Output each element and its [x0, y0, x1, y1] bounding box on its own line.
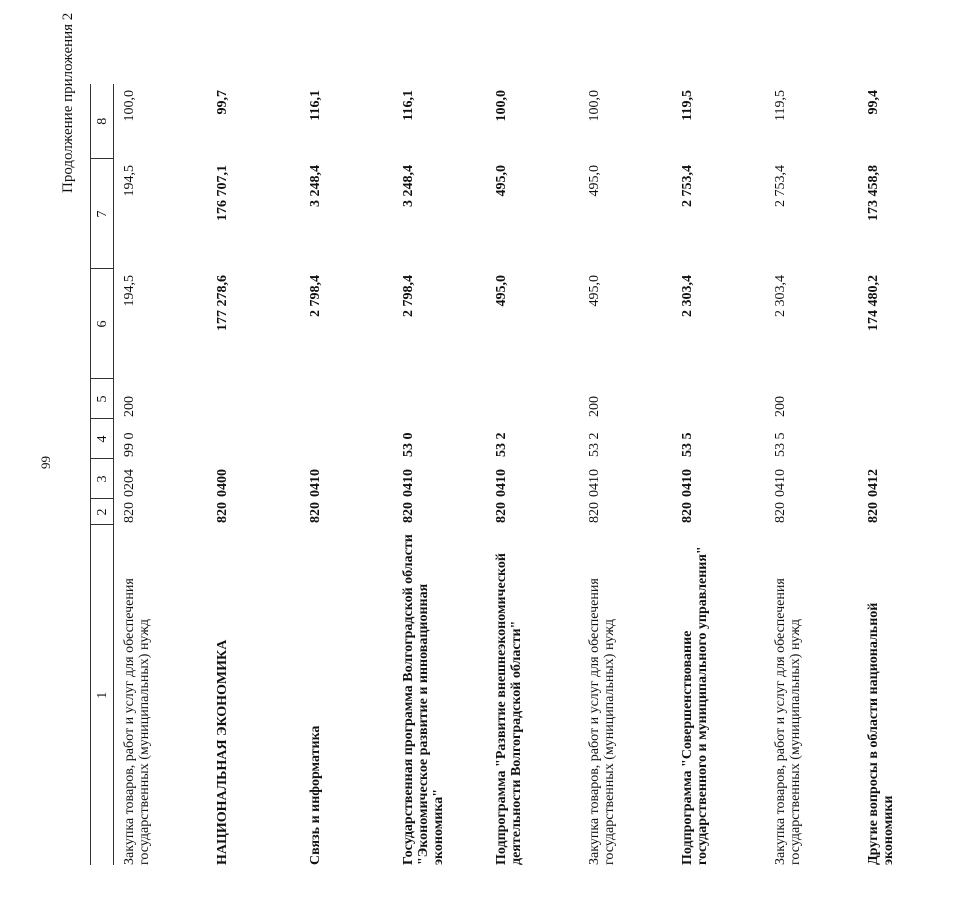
row-name: НАЦИОНАЛЬНАЯ ЭКОНОМИКА	[215, 639, 230, 865]
row-name: Закупка товаров, работ и услуг для обеспечения государственных (муниципальных) нужд	[773, 578, 803, 865]
cell-program: 53 5	[773, 432, 788, 457]
col-header-3: 3	[91, 459, 114, 499]
cell-expense-type	[207, 379, 300, 419]
cell-planned: 495,0	[494, 275, 509, 307]
cell-section: 0410	[587, 469, 602, 497]
cell-expense-type: 200	[122, 396, 137, 417]
cell-program: 53 0	[401, 432, 416, 457]
cell-expense-type	[858, 379, 961, 419]
cell-expense-type: 200	[587, 396, 602, 417]
row-name: Другие вопросы в области национальной экономики	[866, 602, 896, 865]
cell-ministry: 820	[401, 502, 416, 523]
table-row	[207, 84, 300, 865]
cell-section: 0410	[680, 469, 695, 497]
table-row	[672, 84, 765, 865]
page-number: 99	[38, 456, 53, 469]
cell-program: 53 2	[494, 432, 509, 457]
table-row	[765, 84, 858, 865]
cell-ministry: 820	[587, 502, 602, 523]
cell-actual: 176 707,1	[215, 165, 230, 221]
cell-expense-type	[393, 379, 486, 419]
cell-planned: 2 798,4	[401, 275, 416, 317]
cell-ministry: 820	[773, 502, 788, 523]
row-name: Подпрограмма "Развитие внешнеэкономической деятельности Волгоградской области"	[494, 553, 524, 865]
cell-ministry: 820	[122, 502, 137, 523]
cell-section: 0400	[215, 469, 230, 497]
cell-program	[858, 419, 961, 459]
table-row	[114, 84, 208, 865]
col-header-7: 7	[91, 159, 114, 269]
cell-section: 0410	[308, 469, 323, 497]
cell-program: 99 0	[122, 432, 137, 457]
cell-percent: 99,4	[866, 90, 881, 115]
col-header-1: 1	[91, 525, 114, 865]
header-row	[91, 84, 114, 865]
cell-planned: 174 480,2	[866, 275, 881, 331]
table-row	[486, 84, 579, 865]
appendix-table	[90, 84, 961, 865]
cell-actual: 495,0	[494, 165, 509, 197]
cell-planned: 194,5	[122, 275, 137, 307]
cell-ministry: 820	[494, 502, 509, 523]
row-name: Государственная программа Волгоградской области "Экономическое развитие и инновационная экономика"	[401, 534, 446, 865]
cell-percent: 99,7	[215, 90, 230, 115]
cell-actual: 173 458,8	[866, 165, 881, 221]
cell-section: 0412	[866, 469, 881, 497]
cell-program	[207, 419, 300, 459]
col-header-4: 4	[91, 419, 114, 459]
cell-actual: 495,0	[587, 165, 602, 197]
cell-planned: 177 278,6	[215, 275, 230, 331]
cell-planned: 2 303,4	[773, 275, 788, 317]
cell-planned: 2 798,4	[308, 275, 323, 317]
cell-program: 53 5	[680, 432, 695, 457]
cell-actual: 2 753,4	[773, 165, 788, 207]
cell-section: 0410	[401, 469, 416, 497]
cell-expense-type	[486, 379, 579, 419]
row-name: Закупка товаров, работ и услуг для обеспечения государственных (муниципальных) нужд	[587, 578, 617, 865]
cell-percent: 116,1	[401, 90, 416, 121]
cell-section: 0204	[122, 469, 137, 497]
cell-program	[300, 419, 393, 459]
table-row	[300, 84, 393, 865]
cell-percent: 119,5	[773, 90, 788, 121]
cell-ministry: 820	[215, 502, 230, 523]
cell-ministry: 820	[866, 502, 881, 523]
table-row	[579, 84, 672, 865]
cell-program: 53 2	[587, 432, 602, 457]
row-name: Подпрограмма "Совершенствование государственного и муниципального управления"	[680, 546, 710, 865]
cell-planned: 495,0	[587, 275, 602, 307]
cell-expense-type	[672, 379, 765, 419]
cell-percent: 116,1	[308, 90, 323, 121]
cell-actual: 3 248,4	[401, 165, 416, 207]
cell-actual: 3 248,4	[308, 165, 323, 207]
col-header-8: 8	[91, 84, 114, 159]
cell-expense-type: 200	[773, 396, 788, 417]
col-header-2: 2	[91, 499, 114, 525]
continuation-label: Продолжение приложения 2	[60, 12, 76, 193]
cell-actual: 2 753,4	[680, 165, 695, 207]
table-row	[393, 84, 486, 865]
cell-percent: 100,0	[122, 90, 137, 122]
cell-percent: 119,5	[680, 90, 695, 121]
col-header-5: 5	[91, 379, 114, 419]
cell-ministry: 820	[308, 502, 323, 523]
cell-section: 0410	[773, 469, 788, 497]
cell-planned: 2 303,4	[680, 275, 695, 317]
cell-section: 0410	[494, 469, 509, 497]
cell-ministry: 820	[680, 502, 695, 523]
row-name: Связь и информатика	[308, 725, 323, 865]
cell-percent: 100,0	[494, 90, 509, 122]
table-row	[858, 84, 961, 865]
row-name: Закупка товаров, работ и услуг для обеспечения государственных (муниципальных) нужд	[122, 578, 152, 865]
col-header-6: 6	[91, 269, 114, 379]
cell-actual: 194,5	[122, 165, 137, 197]
cell-percent: 100,0	[587, 90, 602, 122]
cell-expense-type	[300, 379, 393, 419]
